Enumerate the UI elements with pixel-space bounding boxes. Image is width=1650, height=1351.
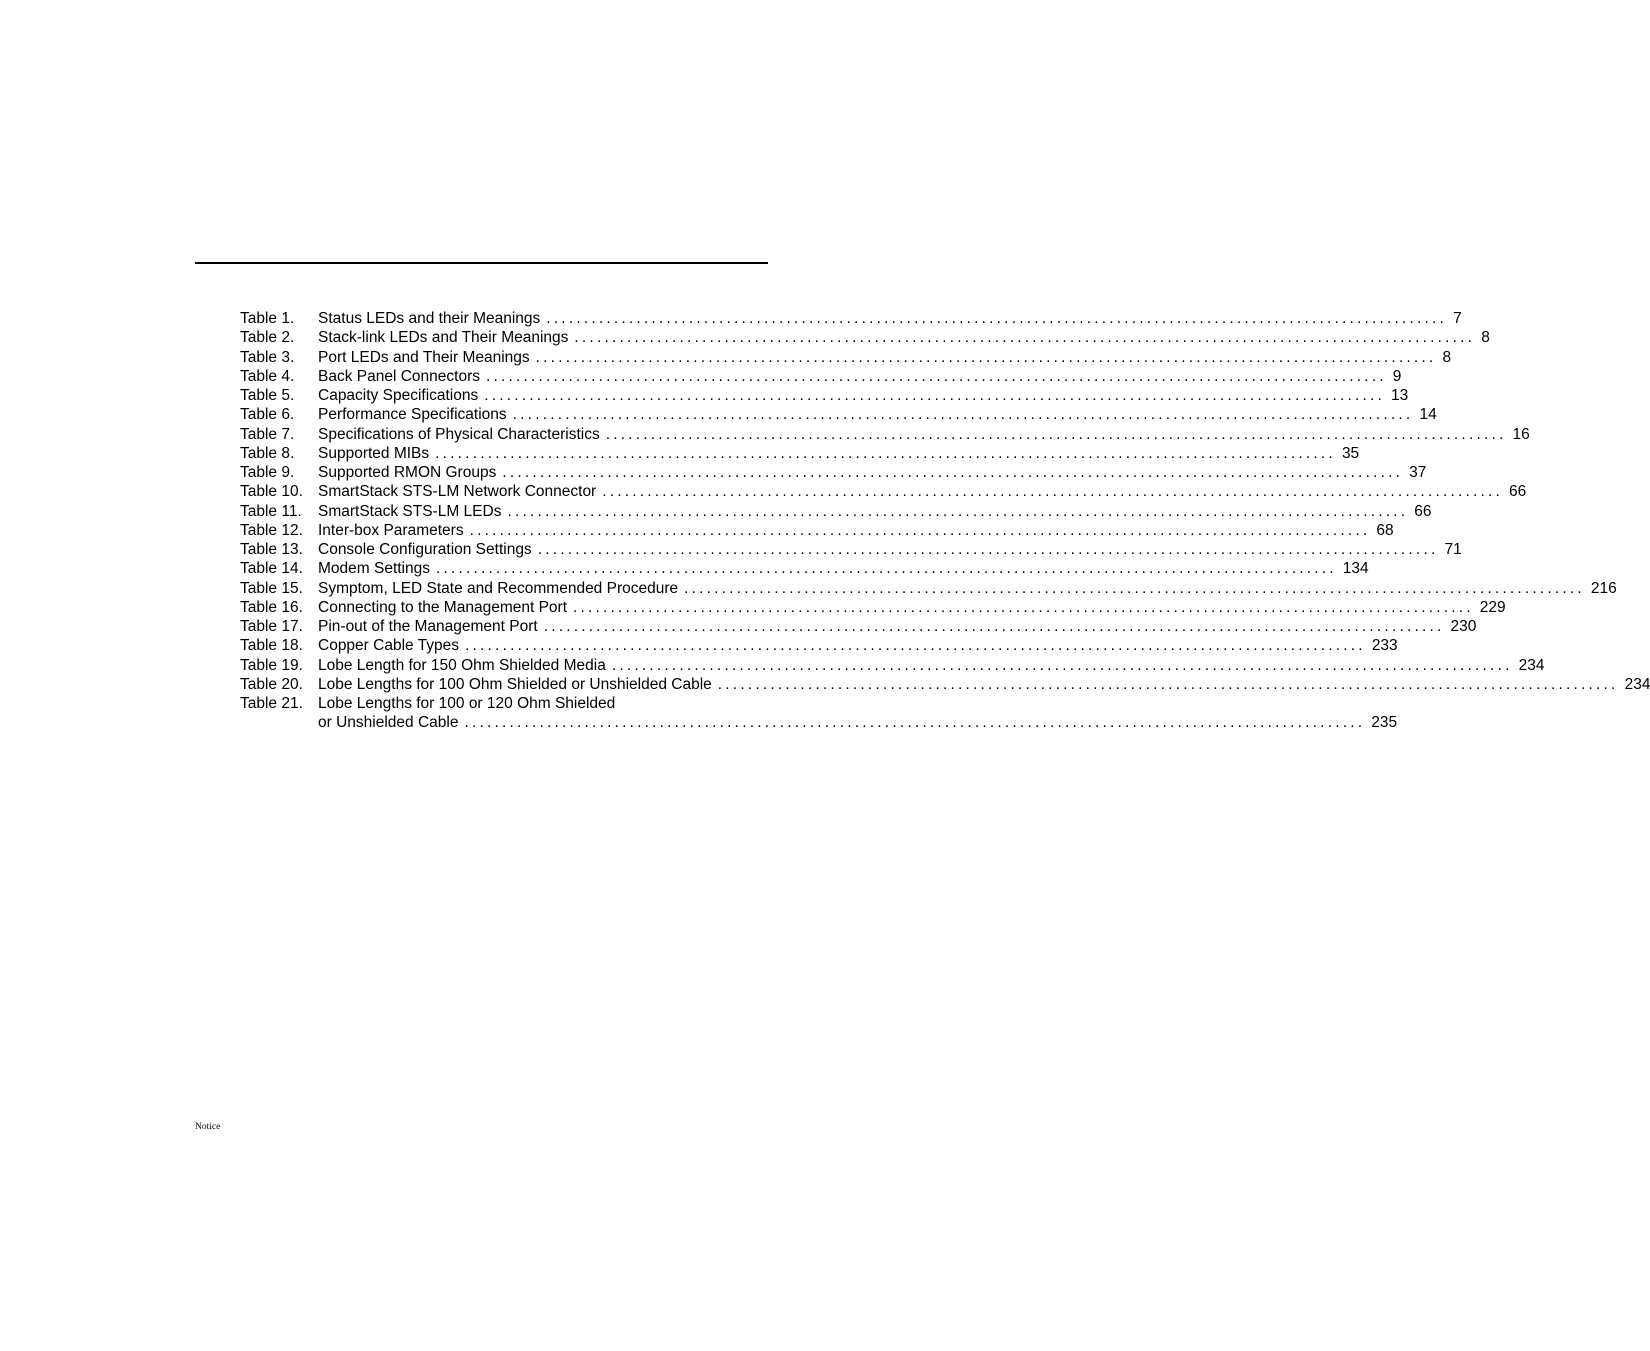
page-number: 134 bbox=[1342, 560, 1369, 578]
table-number: Table 9. bbox=[240, 464, 295, 481]
table-number: Table 2. bbox=[240, 329, 295, 347]
dot-leader: ........................................................................................................................ bbox=[537, 541, 1439, 558]
table-number: Table 17. bbox=[240, 618, 303, 635]
toc-entry[interactable] bbox=[240, 482, 1527, 501]
page-number: 16 bbox=[1512, 425, 1530, 443]
toc-entry[interactable] bbox=[240, 675, 1650, 694]
table-title: Lobe Lengths for 100 Ohm Shielded or Unshielded Cable bbox=[318, 675, 712, 693]
toc-entry[interactable] bbox=[240, 463, 1427, 482]
toc-entry[interactable] bbox=[240, 636, 1398, 655]
table-title: Inter-box Parameters bbox=[318, 521, 464, 539]
page-number: 7 bbox=[1453, 310, 1462, 327]
header-rule bbox=[195, 262, 768, 264]
toc-entry[interactable] bbox=[240, 444, 1360, 463]
table-title: Pin-out of the Management Port bbox=[318, 618, 538, 635]
toc-entry[interactable] bbox=[240, 386, 1409, 405]
toc-entry[interactable] bbox=[240, 348, 1452, 367]
table-number: Table 13. bbox=[240, 541, 303, 558]
table-number: Table 5. bbox=[240, 387, 295, 404]
page-number: 66 bbox=[1414, 502, 1432, 520]
table-number: Table 12. bbox=[240, 521, 303, 539]
table-title: Capacity Specifications bbox=[318, 387, 479, 404]
dot-leader: ........................................................................................................................ bbox=[507, 502, 1409, 520]
page-number: 229 bbox=[1479, 598, 1506, 616]
dot-leader: ........................................................................................................................ bbox=[535, 348, 1437, 366]
table-title: Lobe Lengths for 100 or 120 Ohm Shielded bbox=[318, 695, 616, 712]
toc-entry[interactable] bbox=[240, 425, 1530, 444]
footer-section-label: Notice bbox=[195, 1122, 221, 1132]
table-title: Supported RMON Groups bbox=[318, 464, 497, 481]
table-title: Status LEDs and their Meanings bbox=[318, 310, 541, 327]
dot-leader: ........................................................................................................................ bbox=[435, 444, 1336, 462]
page-number: 230 bbox=[1450, 618, 1477, 635]
page-number: 37 bbox=[1409, 464, 1427, 481]
toc-entry[interactable] bbox=[240, 694, 768, 713]
dot-leader: ........................................................................................................................ bbox=[574, 329, 1476, 347]
toc-entry[interactable] bbox=[240, 559, 1369, 578]
dot-leader: ........................................................................................................................ bbox=[573, 598, 1474, 616]
table-title: Console Configuration Settings bbox=[318, 541, 532, 558]
page-number: 216 bbox=[1590, 579, 1617, 597]
table-number: Table 14. bbox=[240, 560, 303, 578]
dot-leader: ........................................................................................................................ bbox=[717, 675, 1619, 693]
table-number: Table 4. bbox=[240, 367, 295, 385]
dot-leader: ........................................................................................................................ bbox=[602, 483, 1504, 501]
dot-leader: ........................................................................................................................ bbox=[469, 521, 1371, 539]
table-title: SmartStack STS-LM LEDs bbox=[318, 502, 502, 520]
toc-entry[interactable] bbox=[240, 405, 1437, 424]
dot-leader: ........................................................................................................................ bbox=[484, 387, 1386, 404]
page-number: 234 bbox=[1518, 656, 1545, 674]
dot-leader: ........................................................................................................................ bbox=[436, 560, 1337, 578]
page-number: 66 bbox=[1509, 483, 1527, 501]
list-of-tables bbox=[240, 309, 1650, 733]
table-title: Modem Settings bbox=[318, 560, 430, 578]
table-number: Table 11. bbox=[240, 502, 302, 520]
toc-entry[interactable] bbox=[240, 540, 1462, 559]
page-number: 8 bbox=[1481, 329, 1490, 347]
page-number: 8 bbox=[1442, 348, 1452, 366]
page-number: 235 bbox=[1371, 714, 1398, 732]
table-title: Performance Specifications bbox=[318, 406, 507, 424]
dot-leader: ........................................................................................................................ bbox=[611, 656, 1513, 674]
page-number: 234 bbox=[1624, 675, 1650, 693]
toc-entry[interactable] bbox=[240, 521, 1394, 540]
dot-leader: ........................................................................................................................ bbox=[485, 367, 1387, 385]
table-title: Copper Cable Types bbox=[318, 637, 460, 655]
dot-leader: ........................................................................................................................ bbox=[543, 618, 1445, 635]
table-number: Table 15. bbox=[240, 579, 303, 597]
table-title: SmartStack STS-LM Network Connector bbox=[318, 483, 597, 501]
table-number: Table 7. bbox=[240, 425, 295, 443]
page-number: 68 bbox=[1376, 521, 1394, 539]
page-number: 233 bbox=[1371, 637, 1398, 655]
table-title: Lobe Length for 150 Ohm Shielded Media bbox=[318, 656, 606, 674]
table-number: Table 18. bbox=[240, 637, 303, 655]
toc-entry[interactable] bbox=[240, 579, 1617, 598]
toc-entry[interactable] bbox=[240, 328, 1490, 347]
page-number: 9 bbox=[1392, 367, 1402, 385]
table-title: Specifications of Physical Characteristics bbox=[318, 425, 600, 443]
table-number: Table 20. bbox=[240, 675, 303, 693]
dot-leader: ........................................................................................................................ bbox=[465, 637, 1366, 655]
toc-entry[interactable] bbox=[240, 617, 1477, 636]
page-number: 13 bbox=[1391, 387, 1409, 404]
toc-entry[interactable] bbox=[240, 309, 1462, 328]
dot-leader: ........................................................................................................................ bbox=[512, 406, 1414, 424]
table-number: Table 19. bbox=[240, 656, 303, 674]
dot-leader: ........................................................................................................................ bbox=[605, 425, 1507, 443]
table-title: or Unshielded Cable bbox=[318, 714, 459, 732]
table-title: Back Panel Connectors bbox=[318, 367, 480, 385]
table-number: Table 10. bbox=[240, 483, 303, 501]
table-title: Connecting to the Management Port bbox=[318, 598, 568, 616]
table-title: Symptom, LED State and Recommended Procedure bbox=[318, 579, 679, 597]
toc-entry-continuation[interactable] bbox=[240, 713, 1398, 732]
toc-entry[interactable] bbox=[240, 656, 1545, 675]
table-title: Supported MIBs bbox=[318, 444, 430, 462]
table-number: Table 8. bbox=[240, 444, 295, 462]
dot-leader: ........................................................................................................................ bbox=[684, 579, 1585, 597]
table-number: Table 21. bbox=[240, 695, 303, 712]
toc-entry[interactable] bbox=[240, 502, 1432, 521]
toc-entry[interactable] bbox=[240, 598, 1506, 617]
toc-entry[interactable] bbox=[240, 367, 1402, 386]
page-number: 71 bbox=[1444, 541, 1462, 558]
table-number: Table 6. bbox=[240, 406, 295, 424]
table-title: Stack-link LEDs and Their Meanings bbox=[318, 329, 569, 347]
dot-leader: ........................................................................................................................ bbox=[464, 714, 1366, 732]
dot-leader: ........................................................................................................................ bbox=[546, 310, 1448, 327]
table-title: Port LEDs and Their Meanings bbox=[318, 348, 530, 366]
table-number: Table 1. bbox=[240, 310, 295, 327]
table-number: Table 16. bbox=[240, 598, 303, 616]
dot-leader: ........................................................................................................................ bbox=[502, 464, 1404, 481]
page-number: 35 bbox=[1341, 444, 1360, 462]
page-number: 14 bbox=[1419, 406, 1437, 424]
table-number: Table 3. bbox=[240, 348, 295, 366]
